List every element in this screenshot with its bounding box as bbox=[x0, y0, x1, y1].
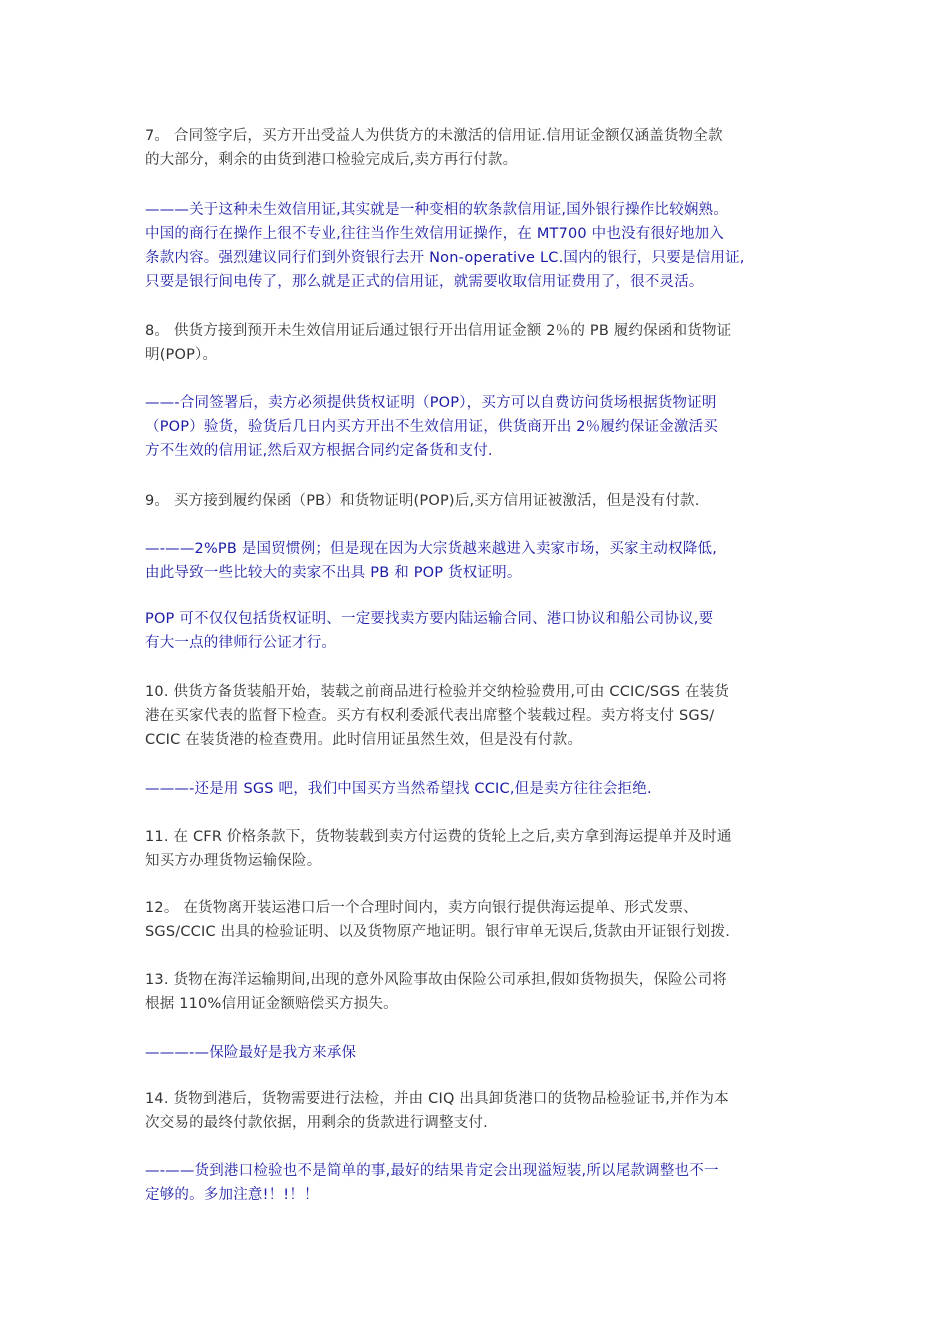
text-line: 13. 货物在海洋运输期间,出现的意外风险事故由保险公司承担,假如货物损失，保险公司将 bbox=[145, 972, 727, 988]
paragraph-9 bbox=[145, 489, 810, 513]
paragraph-11 bbox=[145, 825, 810, 873]
text-line: 明(POP）。 bbox=[145, 347, 218, 363]
paragraph-14 bbox=[145, 1087, 810, 1135]
comment-paragraph-pop bbox=[145, 607, 810, 655]
text-line: —-——货到港口检验也不是简单的事,最好的结果肯定会出现溢短装,所以尾款调整也不一 bbox=[145, 1163, 719, 1179]
comment-paragraph-14 bbox=[145, 1159, 810, 1207]
text-line: ———关于这种未生效信用证,其实就是一种变相的软条款信用证,国外银行操作比较娴熟。 bbox=[145, 202, 728, 218]
text-line: 10. 供货方备货装船开始，装载之前商品进行检验并交纳检验费用,可由 CCIC/SGS 在装货 bbox=[145, 684, 730, 700]
paragraph-10 bbox=[145, 680, 810, 752]
text-line: 知买方办理货物运输保险。 bbox=[145, 853, 322, 869]
text-line: POP 可不仅仅包括货权证明、一定要找卖方要内陆运输合同、港口协议和船公司协议,要 bbox=[145, 611, 714, 627]
text-line: ———-还是用 SGS 吧，我们中国买方当然希望找 CCIC,但是卖方往往会拒绝. bbox=[145, 781, 652, 797]
text-line: —-——2%PB 是国贸惯例；但是现在因为大宗货越来越进入卖家市场，买家主动权降低, bbox=[145, 541, 718, 557]
text-line: 8。 供货方接到预开未生效信用证后通过银行开出信用证金额 2％的 PB 履约保函和货物证 bbox=[145, 323, 732, 339]
text-line: 只要是银行间电传了，那么就是正式的信用证，就需要收取信用证费用了，很不灵活。 bbox=[145, 274, 704, 290]
text-line: CCIC 在装货港的检查费用。此时信用证虽然生效，但是没有付款。 bbox=[145, 732, 583, 748]
text-line: 条款内容。强烈建议同行们到外资银行去开 Non-operative LC.国内的银行，只要是信用证, bbox=[145, 250, 745, 266]
paragraph-7 bbox=[145, 124, 810, 172]
text-line: 7。 合同签字后，买方开出受益人为供货方的未激活的信用证.信用证金额仅涵盖货物全款 bbox=[145, 128, 723, 144]
paragraph-12 bbox=[145, 896, 810, 944]
text-line: 定够的。多加注意!！!！！ bbox=[145, 1187, 319, 1203]
text-line: 由此导致一些比较大的卖家不出具 PB 和 POP 货权证明。 bbox=[145, 565, 522, 581]
text-line: 根据 110%信用证金额赔偿买方损失。 bbox=[145, 996, 398, 1012]
comment-paragraph-9 bbox=[145, 537, 810, 585]
text-line: 14. 货物到港后，货物需要进行法检，并由 CIQ 出具卸货港口的货物品检验证书,并作为本 bbox=[145, 1091, 729, 1107]
text-line: 中国的商行在操作上很不专业,往往当作生效信用证操作，在 MT700 中也没有很好地加入 bbox=[145, 226, 724, 242]
text-line: 方不生效的信用证,然后双方根据合同约定备货和支付. bbox=[145, 443, 493, 459]
paragraph-8 bbox=[145, 319, 810, 367]
text-line: 次交易的最终付款依据，用剩余的货款进行调整支付. bbox=[145, 1115, 488, 1131]
comment-paragraph-8 bbox=[145, 391, 810, 463]
comment-paragraph-10 bbox=[145, 777, 810, 801]
text-line: 12。 在货物离开装运港口后一个合理时间内，卖方向银行提供海运提单、形式发票、 bbox=[145, 900, 698, 916]
paragraph-13 bbox=[145, 968, 810, 1016]
text-line: 的大部分，剩余的由货到港口检验完成后,卖方再行付款。 bbox=[145, 152, 518, 168]
text-line: SGS/CCIC 出具的检验证明、以及货物原产地证明。银行审单无误后,货款由开证银行划拨. bbox=[145, 924, 731, 940]
text-line: （POP）验货，验货后几日内买方开出不生效信用证，供货商开出 2％履约保证金激活买 bbox=[145, 419, 718, 435]
text-line: 有大一点的律师行公证才行。 bbox=[145, 635, 337, 651]
text-line: ——-合同签署后，卖方必须提供货权证明（POP），买方可以自费访问货场根据货物证明 bbox=[145, 395, 717, 411]
text-line: 11. 在 CFR 价格条款下，货物装载到卖方付运费的货轮上之后,卖方拿到海运提单并及时通 bbox=[145, 829, 732, 845]
comment-paragraph-13 bbox=[145, 1041, 810, 1065]
text-line: ———-—保险最好是我方来承保 bbox=[145, 1045, 357, 1061]
text-line: 9。 买方接到履约保函（PB）和货物证明(POP)后,买方信用证被激活，但是没有付款. bbox=[145, 493, 700, 509]
comment-paragraph-7 bbox=[145, 198, 810, 294]
text-line: 港在买家代表的监督下检查。买方有权利委派代表出席整个装载过程。卖方将支付 SGS/ bbox=[145, 708, 715, 724]
